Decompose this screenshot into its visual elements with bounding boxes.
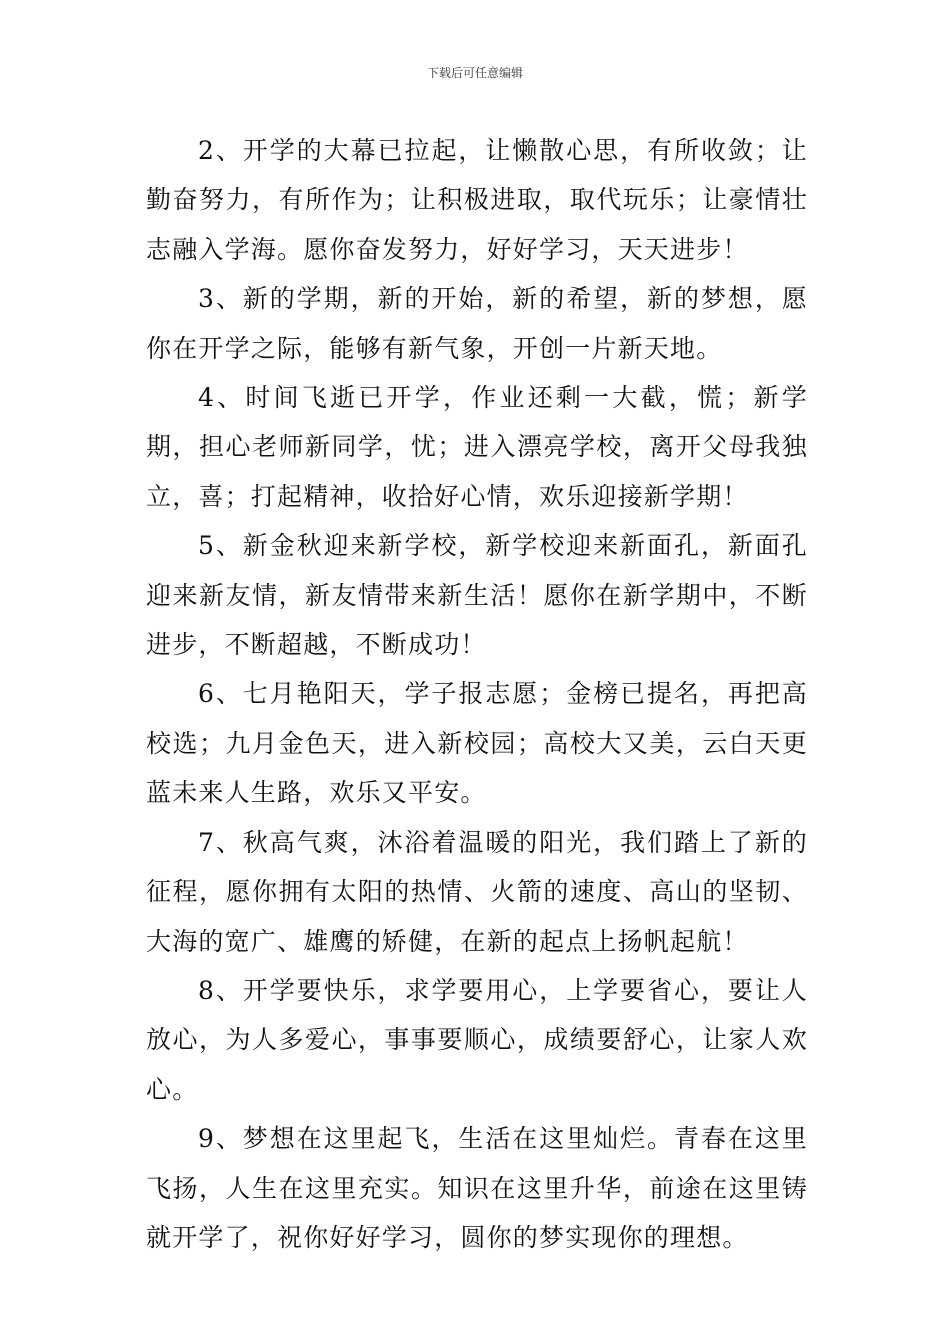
- document-body: [146, 126, 808, 1262]
- paragraph-9: 9、梦想在这里起飞，生活在这里灿烂。青春在这里飞扬，人生在这里充实。知识在这里升华，前途在这里铸就开学了，祝你好好学习，圆你的梦实现你的理想。: [146, 1124, 808, 1252]
- paragraph-7: 7、秋高气爽，沐浴着温暖的阳光，我们踏上了新的征程，愿你拥有太阳的热情、火箭的速度、高山的坚韧、大海的宽广、雄鹰的矫健，在新的起点上扬帆起航！: [146, 827, 808, 956]
- paragraph-5: 5、新金秋迎来新学校，新学校迎来新面孔，新面孔迎来新友情，新友情带来新生活！愿你在新学期中，不断进步，不断超越，不断成功！: [146, 531, 808, 660]
- paragraph-3: 3、新的学期，新的开始，新的希望，新的梦想，愿你在开学之际，能够有新气象，开创一片新天地。: [146, 284, 808, 363]
- paragraph-8: 8、开学要快乐，求学要用心，上学要省心，要让人放心，为人多爱心，事事要顺心，成绩要舒心，让家人欢心。: [146, 975, 808, 1104]
- page-header-note: 下载后可任意编辑: [426, 66, 523, 80]
- paragraph-2: 2、开学的大幕已拉起，让懒散心思，有所收敛；让勤奋努力，有所作为；让积极进取，取代玩乐；让豪情壮志融入学海。愿你奋发努力，好好学习，天天进步！: [146, 136, 808, 264]
- paragraph-4: 4、时间飞逝已开学，作业还剩一大截，慌；新学期，担心老师新同学，忧；进入漂亮学校，离开父母我独立，喜；打起精神，收拾好心情，欢乐迎接新学期！: [146, 383, 808, 511]
- paragraph-6: 6、七月艳阳天，学子报志愿；金榜已提名，再把高校选；九月金色天，进入新校园；高校大又美，云白天更蓝未来人生路，欢乐又平安。: [146, 679, 808, 808]
